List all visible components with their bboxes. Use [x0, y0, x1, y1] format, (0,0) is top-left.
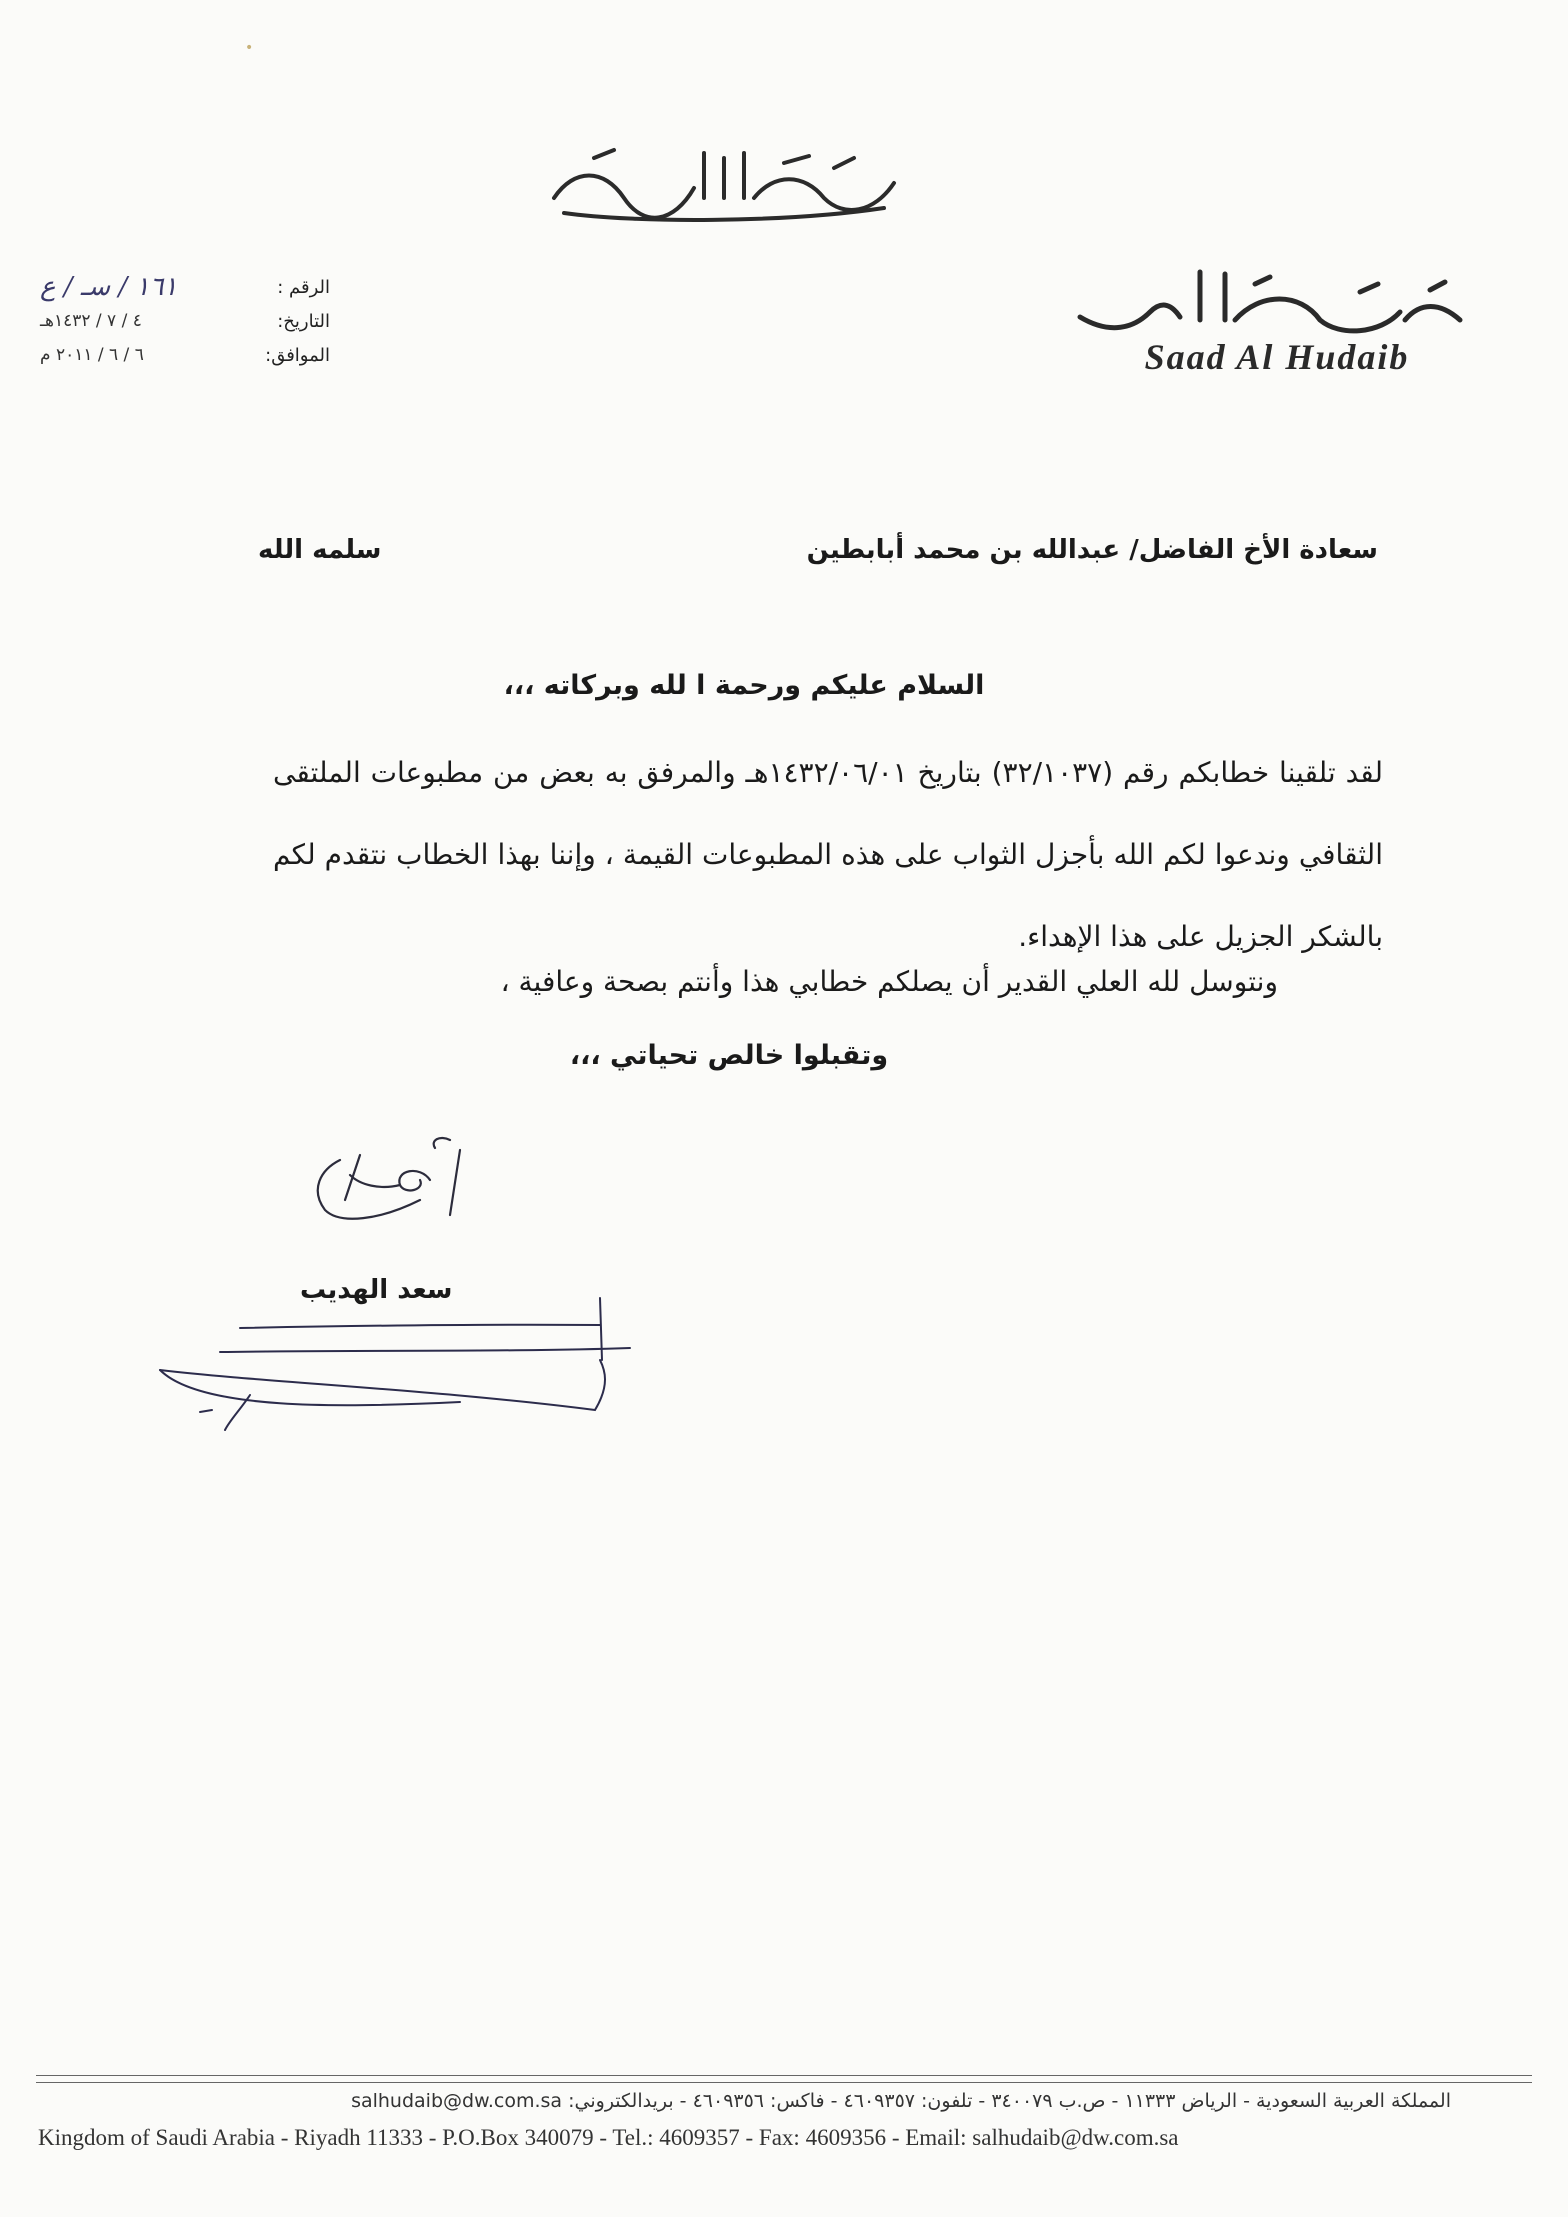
footer-english-address: Kingdom of Saudi Arabia - Riyadh 11333 - P.O.Box 340079 - Tel.: 4609357 - Fax: 4609356 - Email: salhudaib@dw.com.sa — [38, 2125, 1179, 2150]
footer-arabic-address: المملكة العربية السعودية - الرياض ١١٣٣٣ - ص.ب ٣٤٠٠٧٩ - تلفون: ٤٦٠٩٣٥٧ - فاكس: ٤٦٠٩٣٥٦ - بريدالكتروني: salhudaib@dw.com.sa — [351, 2090, 1451, 2112]
ref-date-value: ٤ / ٧ / ١٤٣٢هـ — [40, 311, 142, 331]
signer-name: سعد الهديب — [300, 1275, 453, 1305]
ref-corresponding-value: ٦ / ٦ / ٢٠١١ م — [40, 345, 144, 365]
handwritten-signature — [140, 1290, 640, 1440]
regards — [0, 1040, 1568, 1071]
ref-number-row — [40, 270, 330, 304]
basmala-calligraphy — [534, 128, 914, 228]
ref-corresponding-row — [40, 338, 330, 372]
company-logo-arabic — [1060, 262, 1480, 342]
body-paragraph: لقد تلقينا خطابكم رقم (٣٢/١٠٣٧) بتاريخ ١٤٣٢/٠٦/٠١هـ والمرفق به بعض من مطبوعات الملتقى الثقافي وندعوا لكم الله بأجزل الثواب على هذه المطبوعات القيمة ، وإننا بهذا الخطاب نتقدم لكم بالشكر الجزيل على هذا الإهداء. — [273, 756, 1383, 953]
footer-divider — [36, 2075, 1532, 2083]
ref-date-label: التاريخ: — [277, 310, 330, 332]
reference-block — [40, 270, 330, 372]
company-logo-english: Saad Al Hudaib — [1144, 337, 1410, 377]
regards-text: وتقبلوا خالص تحياتي ،،، — [569, 1040, 889, 1071]
ref-number-label: الرقم : — [277, 276, 330, 298]
addressee-line: سعادة الأخ الفاضل/ عبدالله بن محمد أبابطين — [806, 535, 1378, 565]
paper-mark: • — [245, 40, 254, 56]
ref-number-value: ١٦١ / سـ / ع — [40, 272, 178, 302]
handwritten-yours-signature — [300, 1130, 490, 1250]
ref-corresponding-label: الموافق: — [265, 344, 330, 366]
salutation-text: السلام عليكم ورحمة ا لله وبركاته ،،، — [503, 670, 985, 701]
salutation — [0, 670, 1568, 701]
ref-date-row — [40, 304, 330, 338]
closing-line: ونتوسل لله العلي القدير أن يصلكم خطابي هذا وأنتم بصحة وعافية ، — [500, 965, 1278, 998]
addressee-blessing: سلمه الله — [258, 535, 382, 565]
